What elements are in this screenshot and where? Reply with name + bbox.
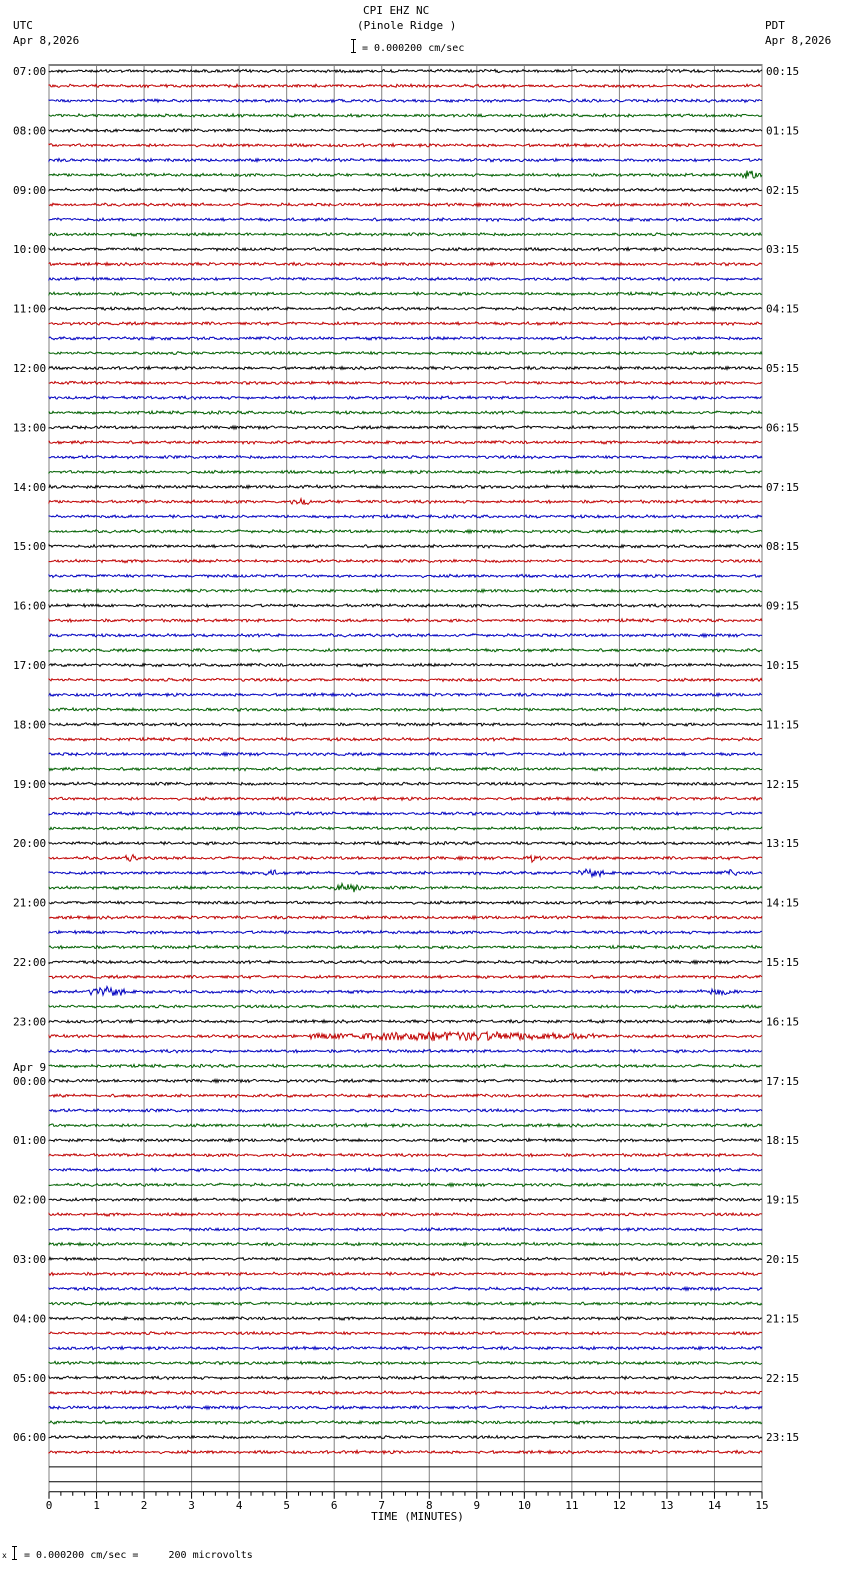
trace-line — [49, 426, 762, 429]
hour-label-utc: 05:00 — [13, 1371, 47, 1385]
trace-line — [49, 1302, 762, 1305]
trace-line — [49, 1421, 762, 1424]
trace-line — [49, 1094, 762, 1097]
trace-line — [49, 1243, 762, 1246]
trace-line — [49, 292, 762, 295]
trace-line — [49, 352, 762, 355]
left-date: Apr 8,2026 — [13, 34, 80, 47]
trace-line — [49, 1361, 762, 1364]
trace-line — [49, 782, 762, 785]
trace-line — [49, 1406, 762, 1409]
x-tick-label: 13 — [660, 1498, 674, 1512]
trace-line — [49, 158, 762, 161]
hour-label-pdt: 12:15 — [766, 777, 800, 791]
x-axis-label: TIME (MINUTES) — [371, 1509, 464, 1523]
trace-line — [49, 129, 762, 132]
trace-line — [49, 99, 762, 102]
trace-line — [49, 797, 762, 800]
trace-line — [49, 84, 762, 87]
x-tick-label: 14 — [707, 1498, 722, 1512]
trace-line — [49, 545, 762, 548]
hour-label-pdt: 07:15 — [766, 480, 800, 494]
trace-line — [49, 753, 762, 756]
trace-line — [49, 901, 762, 904]
hour-label-pdt: 22:15 — [766, 1371, 800, 1385]
trace-line — [49, 262, 762, 265]
trace-line — [49, 530, 762, 533]
x-tick-label: 0 — [45, 1498, 53, 1512]
hour-label-pdt: 17:15 — [766, 1074, 800, 1088]
hour-label-utc: 19:00 — [13, 777, 47, 791]
hour-label-utc: 08:00 — [13, 124, 47, 138]
hour-label-pdt: 16:15 — [766, 1015, 800, 1029]
hour-label-pdt: 01:15 — [766, 124, 800, 138]
x-tick-label: 1 — [93, 1498, 100, 1512]
hour-label-utc: 16:00 — [13, 599, 47, 613]
hour-label-pdt: 14:15 — [766, 896, 800, 910]
hour-label-utc: 07:00 — [13, 65, 47, 78]
trace-line — [49, 171, 762, 179]
footer-scale-label: = 0.000200 cm/sec = 200 microvolts — [24, 1550, 253, 1561]
trace-line — [49, 1020, 762, 1023]
trace-line — [49, 1213, 762, 1216]
hour-label-utc: 04:00 — [13, 1312, 47, 1326]
hour-label-utc: 10:00 — [13, 243, 47, 257]
hour-label-pdt: 23:15 — [766, 1431, 800, 1445]
hour-label-utc: 14:00 — [13, 480, 47, 494]
hour-label-pdt: 21:15 — [766, 1312, 800, 1326]
scale-label: = 0.000200 cm/sec — [362, 43, 465, 54]
trace-line — [49, 663, 762, 666]
trace-line — [49, 144, 762, 147]
trace-line — [49, 322, 762, 325]
trace-line — [49, 1153, 762, 1156]
trace-line — [49, 1436, 762, 1439]
hour-label-utc: 22:00 — [13, 956, 47, 969]
hour-label-pdt: 20:15 — [766, 1253, 800, 1266]
hour-label-pdt: 02:15 — [766, 183, 800, 197]
trace-line — [49, 987, 762, 996]
trace-line — [49, 1005, 762, 1008]
trace-line — [49, 1168, 762, 1171]
trace-line — [49, 693, 762, 696]
trace-line — [49, 1064, 762, 1067]
hour-label-utc: 21:00 — [13, 896, 47, 910]
trace-line — [49, 1079, 762, 1082]
trace-line — [49, 203, 762, 206]
trace-line — [49, 812, 762, 815]
hour-label-utc: 20:00 — [13, 837, 47, 851]
right-timezone: PDT — [765, 19, 785, 32]
trace-line — [49, 1391, 762, 1394]
trace-line — [49, 248, 762, 251]
x-tick-label: 11 — [565, 1498, 579, 1512]
trace-line — [49, 1317, 762, 1320]
hour-label-utc: 02:00 — [13, 1193, 47, 1207]
trace-line — [49, 277, 762, 280]
trace-line — [49, 441, 762, 444]
trace-line — [49, 396, 762, 399]
hour-label-utc: 01:00 — [13, 1134, 47, 1148]
trace-line — [49, 1450, 762, 1453]
trace-line — [49, 1287, 762, 1290]
hour-label-utc: 12:00 — [13, 362, 47, 375]
hour-label-pdt: 00:15 — [766, 65, 800, 78]
trace-line — [49, 960, 762, 963]
trace-line — [49, 337, 762, 340]
hour-label-pdt: 06:15 — [766, 421, 800, 435]
hour-label-pdt: 08:15 — [766, 540, 800, 554]
trace-line — [49, 456, 762, 459]
trace-line — [49, 931, 762, 934]
x-tick-label: 6 — [330, 1498, 338, 1512]
hour-label-pdt: 13:15 — [766, 837, 800, 851]
trace-line — [49, 233, 762, 236]
trace-line — [49, 1347, 762, 1350]
x-tick-label: 3 — [188, 1498, 195, 1512]
station-title: CPI EHZ NC — [363, 4, 430, 17]
hour-label-pdt: 05:15 — [766, 362, 800, 375]
trace-line — [49, 307, 762, 310]
station-subtitle: (Pinole Ridge ) — [357, 19, 457, 32]
trace-line — [49, 559, 762, 562]
x-tick-label: 5 — [283, 1498, 290, 1512]
trace-line — [49, 1050, 762, 1053]
trace-line — [49, 869, 762, 876]
trace-line — [49, 604, 762, 607]
x-tick-label: 8 — [425, 1498, 433, 1512]
trace-line — [49, 884, 762, 893]
hour-label-pdt: 11:15 — [766, 718, 800, 732]
trace-line — [49, 738, 762, 741]
trace-line — [49, 1032, 762, 1041]
trace-line — [49, 499, 762, 505]
hour-label-pdt: 09:15 — [766, 599, 800, 613]
trace-line — [49, 114, 762, 117]
hour-label-pdt: 04:15 — [766, 302, 800, 316]
trace-line — [49, 649, 762, 652]
trace-line — [49, 827, 762, 830]
x-tick-label: 4 — [235, 1498, 243, 1512]
hour-label-utc: 15:00 — [13, 540, 47, 554]
trace-line — [49, 634, 762, 637]
trace-line — [49, 975, 762, 978]
trace-line — [49, 366, 762, 369]
trace-line — [49, 916, 762, 919]
trace-line — [49, 589, 762, 592]
trace-line — [49, 188, 762, 191]
right-date: Apr 8,2026 — [765, 34, 832, 47]
trace-line — [49, 381, 762, 384]
trace-line — [49, 470, 762, 473]
trace-line — [49, 411, 762, 414]
trace-line — [49, 1272, 762, 1275]
trace-line — [49, 1257, 762, 1260]
trace-line — [49, 619, 762, 622]
hour-label-utc: 09:00 — [13, 183, 47, 197]
hour-label-utc: 00:00 — [13, 1074, 47, 1088]
footer-scale-icon — [2, 1545, 18, 1561]
hour-label-utc: 23:00 — [13, 1015, 47, 1029]
trace-line — [49, 1376, 762, 1379]
hour-label-pdt: 18:15 — [766, 1134, 800, 1148]
trace-line — [49, 855, 762, 863]
trace-line — [49, 723, 762, 726]
day-break-label: Apr 9 — [13, 1060, 47, 1074]
x-tick-label: 15 — [755, 1498, 769, 1512]
hour-label-pdt: 03:15 — [766, 243, 800, 257]
hour-label-utc: 17:00 — [13, 659, 47, 672]
trace-line — [49, 708, 762, 711]
hour-label-utc: 18:00 — [13, 718, 47, 732]
trace-line — [49, 946, 762, 949]
trace-line — [49, 678, 762, 681]
trace-line — [49, 1109, 762, 1112]
trace-line — [49, 1228, 762, 1231]
trace-line — [49, 1124, 762, 1127]
trace-line — [49, 1332, 762, 1335]
trace-line — [49, 842, 762, 845]
hour-label-pdt: 15:15 — [766, 956, 800, 969]
trace-line — [49, 1139, 762, 1142]
trace-line — [49, 485, 762, 488]
svg-text:x: x — [2, 1551, 7, 1560]
hour-label-utc: 11:00 — [13, 302, 47, 316]
x-tick-label: 9 — [473, 1498, 481, 1512]
trace-line — [49, 218, 762, 221]
x-tick-label: 2 — [140, 1498, 148, 1512]
hour-label-pdt: 10:15 — [766, 659, 800, 672]
hour-label-utc: 03:00 — [13, 1253, 47, 1266]
trace-line — [49, 767, 762, 770]
x-tick-label: 12 — [612, 1498, 627, 1512]
hour-label-utc: 13:00 — [13, 421, 47, 435]
x-tick-label: 10 — [517, 1498, 531, 1512]
left-timezone: UTC — [13, 19, 33, 32]
trace-line — [49, 1183, 762, 1186]
hour-label-pdt: 19:15 — [766, 1193, 800, 1207]
trace-line — [49, 1198, 762, 1201]
trace-line — [49, 69, 762, 72]
hour-label-utc: 06:00 — [13, 1431, 47, 1445]
trace-line — [49, 515, 762, 518]
trace-line — [49, 574, 762, 577]
x-tick-label: 7 — [378, 1498, 386, 1512]
